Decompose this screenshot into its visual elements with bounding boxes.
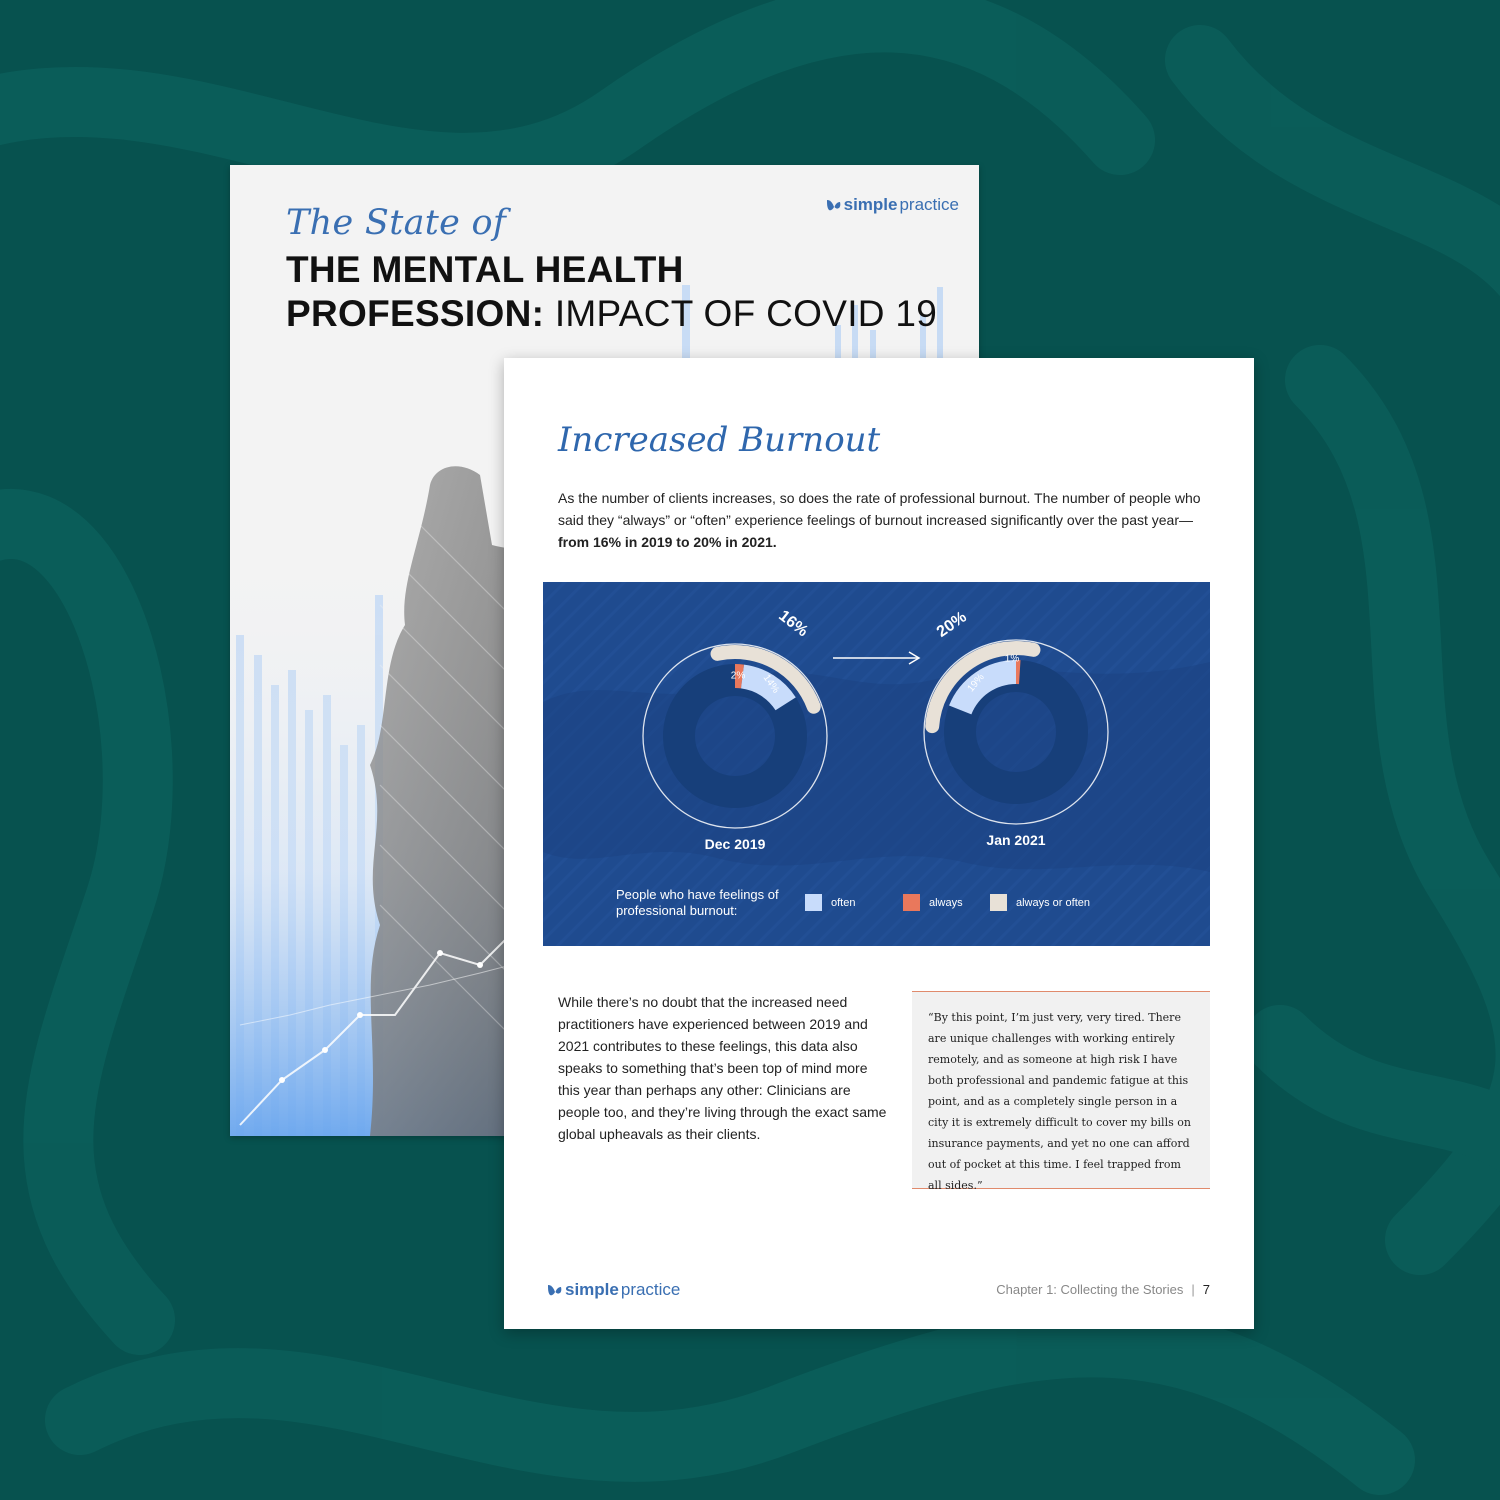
brand-light-text: practice [620,1280,681,1299]
brand-bold-text: simple [843,195,898,214]
donut-always-label-dec-2019: 2% [730,670,746,682]
page-number: 7 [1202,1282,1210,1297]
butterfly-icon [826,199,842,212]
page-title: Increased Burnout [558,420,881,460]
report-page-7 [504,358,1254,1329]
legend-always-or-often [990,894,1090,911]
footer-brand-logo [547,1280,680,1300]
cover-title-line2 [286,293,937,335]
map-texture [543,662,1210,872]
pull-quote [912,991,1210,1192]
intro-bold-text: from 16% in 2019 to 20% in 2021. [558,534,777,550]
donut-total-label-jan-2021: 20% [933,608,970,641]
donut-often-label-jan-2021: 19% [965,671,987,695]
legend-swatch-always [903,894,920,911]
brand-bold-text: simple [565,1280,619,1299]
donut-label-dec-2019: Dec 2019 [704,836,766,852]
legend-title: People who have feelings of professional burnout: [616,887,779,918]
butterfly-icon [547,1284,563,1297]
legend-swatch-often [805,894,822,911]
cover-title-line1: THE MENTAL HEALTH [286,249,684,290]
legend-label-always: always [929,896,963,909]
burnout-chart [543,582,1210,946]
footer-separator: | [1191,1282,1195,1297]
donut-total-label-dec-2019: 16% [775,607,812,641]
legend-always [903,894,963,911]
footer-chapter [996,1282,1210,1297]
body-paragraph: While there’s no doubt that the increased need practitioners have experienced between 2019 and 2021 contributes to these feelings, this data also speaks to something that’s been top of mind more this year than perhaps any other: Clinicians are people too, and they’re living through the exact same global upheavals as their clients. [558,994,887,1142]
cover-title-bold: PROFESSION: [286,293,545,334]
intro-paragraph [558,487,1208,553]
donut-always-label-jan-2021: 1% [1004,653,1020,665]
legend-often [805,894,855,911]
intro-text: As the number of clients increases, so does the rate of professional burnout. The number of people who said they “always” or “often” experience feelings of burnout increased significantly over the past year— [558,490,1201,528]
brand-light-text: practice [899,195,959,214]
cover-title-light: IMPACT OF COVID 19 [554,293,938,334]
cover-brand-logo [826,195,959,215]
legend-swatch-always-or-often [990,894,1007,911]
donut-often-label-dec-2019: 14% [760,672,782,696]
legend-label-always-or-often: always or often [1016,896,1090,909]
quote-text: “By this point, I’m just very, very tired. There are unique challenges with working entirely remotely, and as someone at high risk I have both professional and pandemic fatigue at this point, and as a completely single person in a city it is extremely difficult to cover my bills on insurance payments, and yet no one can afford out of pocket at this time. I feel trapped from all sides.” [928,1011,1191,1192]
cover-script-title: The State of [286,203,507,243]
chapter-title: Chapter 1: Collecting the Stories [996,1282,1184,1297]
legend-label-often: often [831,896,856,909]
donut-label-jan-2021: Jan 2021 [986,832,1046,848]
